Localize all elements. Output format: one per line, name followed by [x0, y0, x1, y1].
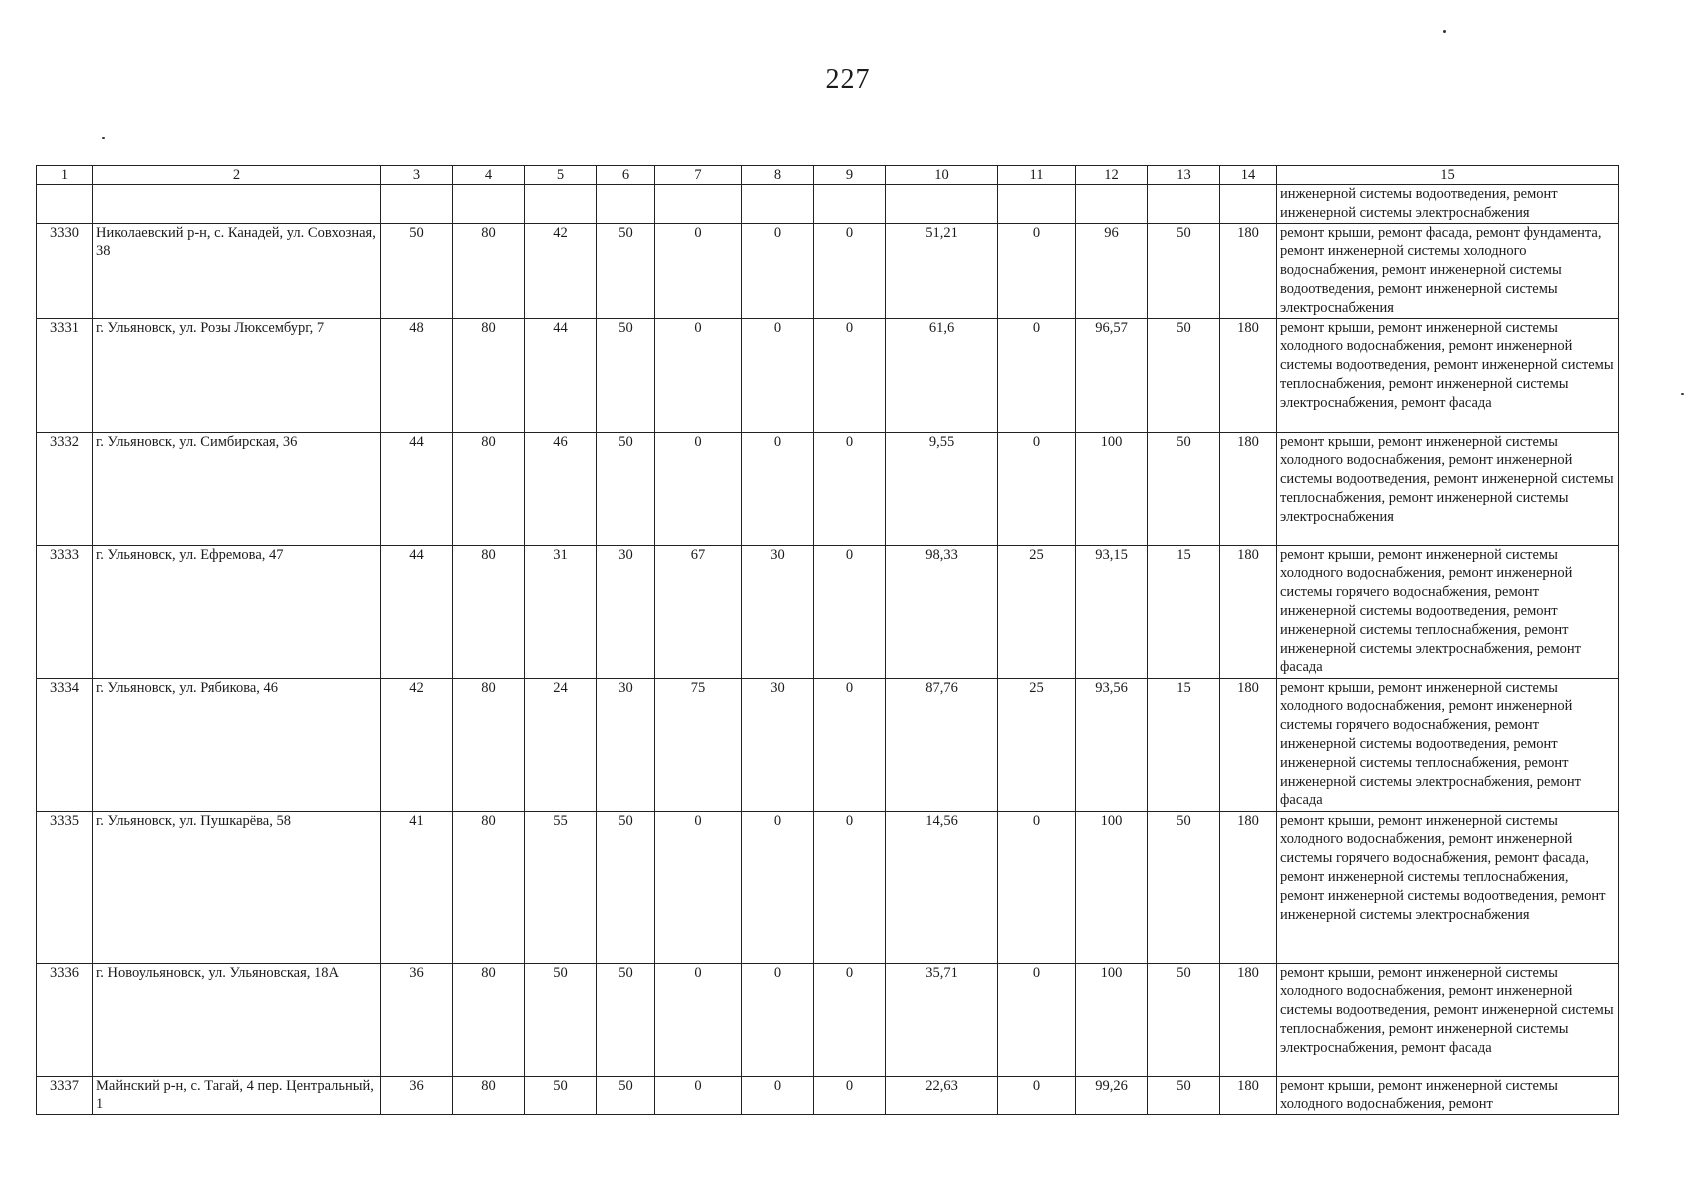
- value-cell: 50: [1148, 223, 1220, 318]
- value-cell: 0: [742, 432, 814, 545]
- column-number: 7: [655, 166, 742, 185]
- value-cell: 22,63: [886, 1076, 998, 1115]
- value-cell: 44: [381, 545, 453, 678]
- column-number: 11: [998, 166, 1076, 185]
- table-cell: [814, 185, 886, 224]
- value-cell: 180: [1220, 678, 1277, 811]
- table-row: [37, 545, 1619, 678]
- address-cell: Майнский р-н, с. Тагай, 4 пер. Центральный, 1: [93, 1076, 381, 1115]
- work-list-cell: ремонт крыши, ремонт инженерной системы холодного водоснабжения, ремонт инженерной системы горячего водоснабжения, ремонт инженерной системы водоотведения, ремонт инженерной системы теплоснабжения, ремонт инженерной системы электроснабжения, ремонт фасада: [1277, 545, 1619, 678]
- value-cell: 50: [597, 432, 655, 545]
- value-cell: 25: [998, 678, 1076, 811]
- value-cell: 15: [1148, 545, 1220, 678]
- value-cell: 0: [814, 432, 886, 545]
- value-cell: 0: [742, 318, 814, 432]
- value-cell: 41: [381, 811, 453, 963]
- value-cell: 0: [998, 432, 1076, 545]
- work-list-cell: ремонт крыши, ремонт инженерной системы холодного водоснабжения, ремонт инженерной системы водоотведения, ремонт инженерной системы теплоснабжения, ремонт инженерной системы электроснабжения: [1277, 432, 1619, 545]
- value-cell: 99,26: [1076, 1076, 1148, 1115]
- column-number: 4: [453, 166, 525, 185]
- table-row: [37, 1076, 1619, 1115]
- column-number: 5: [525, 166, 597, 185]
- value-cell: 100: [1076, 811, 1148, 963]
- work-list-cell: ремонт крыши, ремонт инженерной системы холодного водоснабжения, ремонт инженерной системы горячего водоснабжения, ремонт фасада, ремонт инженерной системы теплоснабжения, ремонт инженерной системы водоотведения, ремонт инженерной системы электроснабжения: [1277, 811, 1619, 963]
- value-cell: 0: [742, 223, 814, 318]
- value-cell: 50: [381, 223, 453, 318]
- value-cell: 50: [597, 963, 655, 1076]
- record-id-cell: 3330: [37, 223, 93, 318]
- value-cell: 0: [655, 432, 742, 545]
- value-cell: 180: [1220, 811, 1277, 963]
- table-cell: [381, 185, 453, 224]
- scan-speck: [1681, 393, 1684, 395]
- column-number: 14: [1220, 166, 1277, 185]
- value-cell: 0: [814, 811, 886, 963]
- value-cell: 35,71: [886, 963, 998, 1076]
- address-cell: Николаевский р-н, с. Канадей, ул. Совхозная, 38: [93, 223, 381, 318]
- address-cell: г. Новоульяновск, ул. Ульяновская, 18А: [93, 963, 381, 1076]
- column-number-row: [37, 166, 1619, 185]
- value-cell: 30: [597, 678, 655, 811]
- value-cell: 0: [814, 223, 886, 318]
- value-cell: 0: [655, 223, 742, 318]
- value-cell: 50: [597, 318, 655, 432]
- value-cell: 0: [814, 545, 886, 678]
- value-cell: 0: [655, 318, 742, 432]
- table-cell: [453, 185, 525, 224]
- page-number: 227: [825, 64, 871, 95]
- value-cell: 98,33: [886, 545, 998, 678]
- value-cell: 80: [453, 811, 525, 963]
- value-cell: 50: [1148, 811, 1220, 963]
- column-number: 15: [1277, 166, 1619, 185]
- value-cell: 0: [998, 963, 1076, 1076]
- scan-speck: [1443, 30, 1446, 33]
- scan-speck: [102, 137, 105, 139]
- column-number: 12: [1076, 166, 1148, 185]
- value-cell: 24: [525, 678, 597, 811]
- record-id-cell: 3336: [37, 963, 93, 1076]
- value-cell: 80: [453, 432, 525, 545]
- table-row: [37, 811, 1619, 963]
- value-cell: 42: [381, 678, 453, 811]
- value-cell: 50: [1148, 432, 1220, 545]
- value-cell: 36: [381, 963, 453, 1076]
- value-cell: 30: [742, 678, 814, 811]
- table-row: [37, 432, 1619, 545]
- value-cell: 50: [1148, 1076, 1220, 1115]
- value-cell: 44: [525, 318, 597, 432]
- value-cell: 180: [1220, 223, 1277, 318]
- value-cell: 93,56: [1076, 678, 1148, 811]
- address-cell: г. Ульяновск, ул. Пушкарёва, 58: [93, 811, 381, 963]
- work-list-cell: инженерной системы водоотведения, ремонт инженерной системы электроснабжения: [1277, 185, 1619, 224]
- value-cell: 80: [453, 545, 525, 678]
- value-cell: 93,15: [1076, 545, 1148, 678]
- value-cell: 100: [1076, 432, 1148, 545]
- table-cell: [1220, 185, 1277, 224]
- value-cell: 46: [525, 432, 597, 545]
- column-number: 9: [814, 166, 886, 185]
- column-number: 13: [1148, 166, 1220, 185]
- address-cell: г. Ульяновск, ул. Симбирская, 36: [93, 432, 381, 545]
- value-cell: 180: [1220, 545, 1277, 678]
- table-cell: [1148, 185, 1220, 224]
- value-cell: 100: [1076, 963, 1148, 1076]
- table-cell: [37, 185, 93, 224]
- value-cell: 51,21: [886, 223, 998, 318]
- value-cell: 80: [453, 1076, 525, 1115]
- value-cell: 75: [655, 678, 742, 811]
- value-cell: 0: [814, 963, 886, 1076]
- value-cell: 30: [597, 545, 655, 678]
- value-cell: 50: [597, 1076, 655, 1115]
- value-cell: 25: [998, 545, 1076, 678]
- value-cell: 180: [1220, 318, 1277, 432]
- value-cell: 0: [742, 811, 814, 963]
- value-cell: 50: [525, 1076, 597, 1115]
- table-cell: [1076, 185, 1148, 224]
- value-cell: 0: [742, 963, 814, 1076]
- column-number: 8: [742, 166, 814, 185]
- address-cell: г. Ульяновск, ул. Ефремова, 47: [93, 545, 381, 678]
- column-number: 3: [381, 166, 453, 185]
- column-number: 2: [93, 166, 381, 185]
- value-cell: 80: [453, 223, 525, 318]
- record-id-cell: 3337: [37, 1076, 93, 1115]
- repair-program-table: [36, 165, 1619, 1115]
- value-cell: 30: [742, 545, 814, 678]
- value-cell: 0: [655, 963, 742, 1076]
- value-cell: 50: [597, 811, 655, 963]
- value-cell: 48: [381, 318, 453, 432]
- record-id-cell: 3331: [37, 318, 93, 432]
- table-cell: [525, 185, 597, 224]
- value-cell: 0: [655, 811, 742, 963]
- value-cell: 15: [1148, 678, 1220, 811]
- column-number: 10: [886, 166, 998, 185]
- value-cell: 42: [525, 223, 597, 318]
- address-cell: г. Ульяновск, ул. Рябикова, 46: [93, 678, 381, 811]
- value-cell: 180: [1220, 432, 1277, 545]
- record-id-cell: 3332: [37, 432, 93, 545]
- record-id-cell: 3335: [37, 811, 93, 963]
- value-cell: 96: [1076, 223, 1148, 318]
- table-row: [37, 963, 1619, 1076]
- work-list-cell: ремонт крыши, ремонт инженерной системы холодного водоснабжения, ремонт инженерной системы горячего водоснабжения, ремонт инженерной системы водоотведения, ремонт инженерной системы теплоснабжения, ремонт инженерной системы электроснабжения, ремонт фасада: [1277, 678, 1619, 811]
- value-cell: 0: [814, 318, 886, 432]
- value-cell: 80: [453, 963, 525, 1076]
- table-cell: [597, 185, 655, 224]
- record-id-cell: 3333: [37, 545, 93, 678]
- table-row: [37, 678, 1619, 811]
- value-cell: 61,6: [886, 318, 998, 432]
- value-cell: 0: [998, 811, 1076, 963]
- value-cell: 80: [453, 318, 525, 432]
- value-cell: 55: [525, 811, 597, 963]
- value-cell: 0: [742, 1076, 814, 1115]
- value-cell: 9,55: [886, 432, 998, 545]
- continuation-row: [37, 185, 1619, 224]
- record-id-cell: 3334: [37, 678, 93, 811]
- value-cell: 50: [1148, 963, 1220, 1076]
- value-cell: 31: [525, 545, 597, 678]
- value-cell: 80: [453, 678, 525, 811]
- value-cell: 0: [998, 223, 1076, 318]
- table-cell: [655, 185, 742, 224]
- value-cell: 180: [1220, 1076, 1277, 1115]
- value-cell: 67: [655, 545, 742, 678]
- value-cell: 44: [381, 432, 453, 545]
- value-cell: 50: [525, 963, 597, 1076]
- work-list-cell: ремонт крыши, ремонт инженерной системы холодного водоснабжения, ремонт инженерной системы водоотведения, ремонт инженерной системы теплоснабжения, ремонт инженерной системы электроснабжения, ремонт фасада: [1277, 963, 1619, 1076]
- column-number: 6: [597, 166, 655, 185]
- value-cell: 0: [814, 1076, 886, 1115]
- value-cell: 0: [814, 678, 886, 811]
- work-list-cell: ремонт крыши, ремонт фасада, ремонт фундамента, ремонт инженерной системы холодного водоснабжения, ремонт инженерной системы водоотведения, ремонт инженерной системы электроснабжения: [1277, 223, 1619, 318]
- table-row: [37, 223, 1619, 318]
- value-cell: 180: [1220, 963, 1277, 1076]
- value-cell: 0: [998, 1076, 1076, 1115]
- value-cell: 50: [597, 223, 655, 318]
- address-cell: г. Ульяновск, ул. Розы Люксембург, 7: [93, 318, 381, 432]
- value-cell: 36: [381, 1076, 453, 1115]
- work-list-cell: ремонт крыши, ремонт инженерной системы холодного водоснабжения, ремонт инженерной системы водоотведения, ремонт инженерной системы теплоснабжения, ремонт инженерной системы электроснабжения, ремонт фасада: [1277, 318, 1619, 432]
- table-cell: [998, 185, 1076, 224]
- column-number: 1: [37, 166, 93, 185]
- work-list-cell: ремонт крыши, ремонт инженерной системы холодного водоснабжения, ремонт: [1277, 1076, 1619, 1115]
- value-cell: 14,56: [886, 811, 998, 963]
- value-cell: 96,57: [1076, 318, 1148, 432]
- table-cell: [742, 185, 814, 224]
- table-cell: [886, 185, 998, 224]
- value-cell: 0: [655, 1076, 742, 1115]
- value-cell: 0: [998, 318, 1076, 432]
- value-cell: 50: [1148, 318, 1220, 432]
- table-row: [37, 318, 1619, 432]
- value-cell: 87,76: [886, 678, 998, 811]
- table-cell: [93, 185, 381, 224]
